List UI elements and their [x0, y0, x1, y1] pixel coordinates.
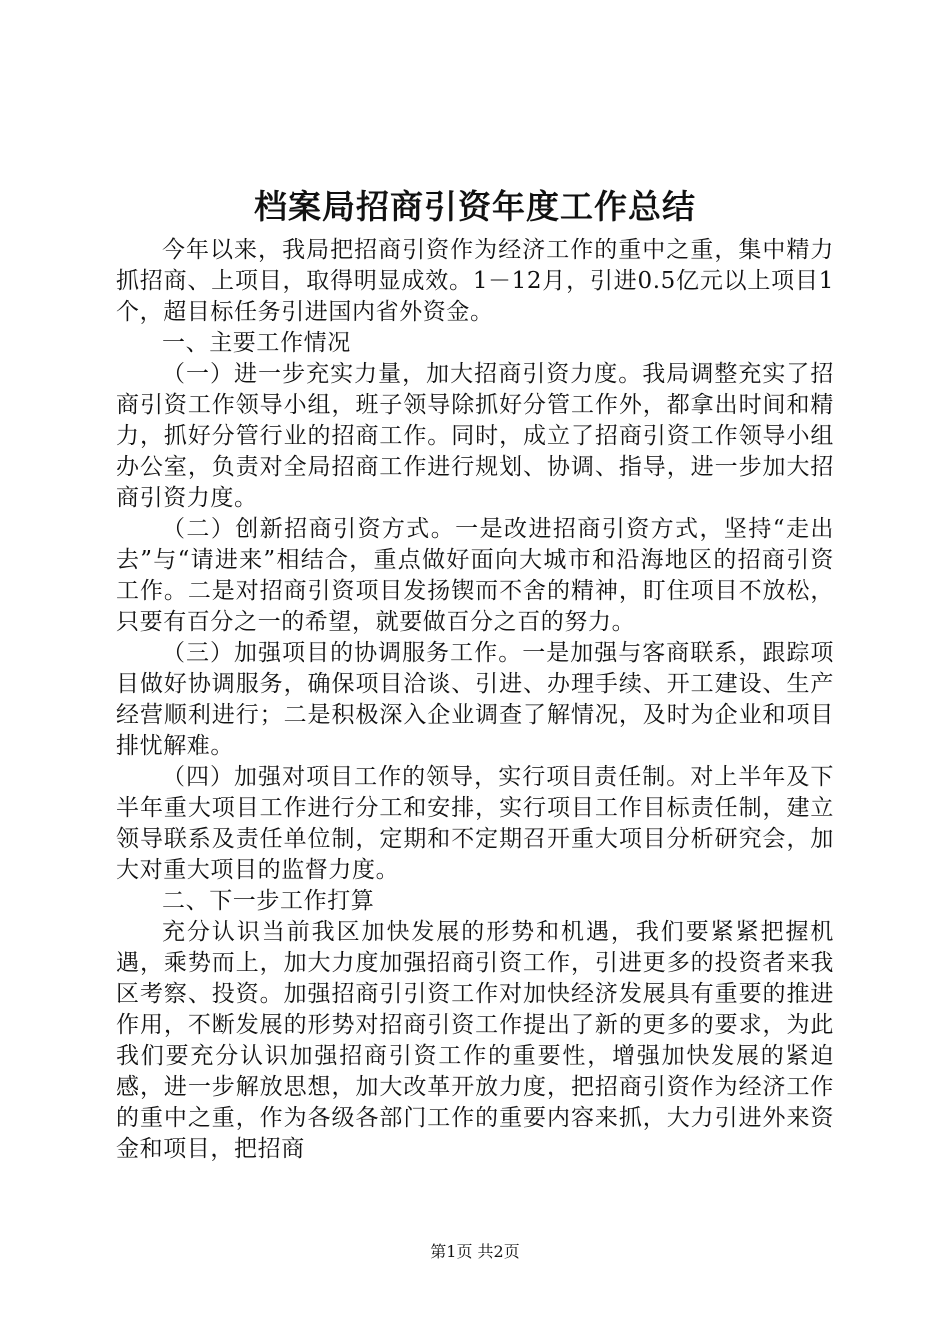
- work-item-4-paragraph: （四）加强对项目工作的领导，实行项目责任制。对上半年及下半年重大项目工作进行分工和安排，实行项目工作目标责任制，建立领导联系及责任单位制，定期和不定期召开重大项目分析研究会，加大对重大项目的监督力度。: [116, 764, 834, 883]
- next-steps-paragraph: 充分认识当前我区加快发展的形势和机遇，我们要紧紧把握机遇，乘势而上，加大力度加强招商引资工作，引进更多的投资者来我区考察、投资。加强招商引引资工作对加快经济发展具有重要的推进作用，不断发展的形势对招商引资工作提出了新的更多的要求，为此我们要充分认识加强招商引资工作的重要性，增强加快发展的紧迫感，进一步解放思想，加大改革开放力度，把招商引资作为经济工作的重中之重，作为各级各部门工作的重要内容来抓，大力引进外来资金和项目，把招商: [116, 919, 834, 1162]
- intro-paragraph: 今年以来，我局把招商引资作为经济工作的重中之重，集中精力抓招商、上项目，取得明显成效。1－12月，引进0.5亿元以上项目1个，超目标任务引进国内省外资金。: [116, 237, 834, 325]
- work-item-1-paragraph: （一）进一步充实力量，加大招商引资力度。我局调整充实了招商引资工作领导小组，班子领导除抓好分管工作外，都拿出时间和精力，抓好分管行业的招商工作。同时，成立了招商引资工作领导小组办公室，负责对全局招商工作进行规划、协调、指导，进一步加大招商引资力度。: [116, 361, 834, 511]
- section-heading-2: 二、下一步工作打算: [162, 888, 375, 914]
- document-title: 档案局招商引资年度工作总结: [254, 187, 696, 226]
- section-heading-1: 一、主要工作情况: [162, 330, 351, 356]
- work-item-2-paragraph: （二）创新招商引资方式。一是改进招商引资方式，坚持“走出去”与“请进来”相结合，重点做好面向大城市和沿海地区的招商引资工作。二是对招商引资项目发扬锲而不舍的精神，盯住项目不放松，只要有百分之一的希望，就要做百分之百的努力。: [116, 516, 834, 635]
- document-body: [116, 235, 834, 1165]
- page-number: 第1页 共2页: [430, 1242, 520, 1261]
- work-item-3-paragraph: （三）加强项目的协调服务工作。一是加强与客商联系，跟踪项目做好协调服务，确保项目洽谈、引进、办理手续、开工建设、生产经营顺利进行；二是积极深入企业调查了解情况，及时为企业和项目排忧解难。: [116, 640, 834, 759]
